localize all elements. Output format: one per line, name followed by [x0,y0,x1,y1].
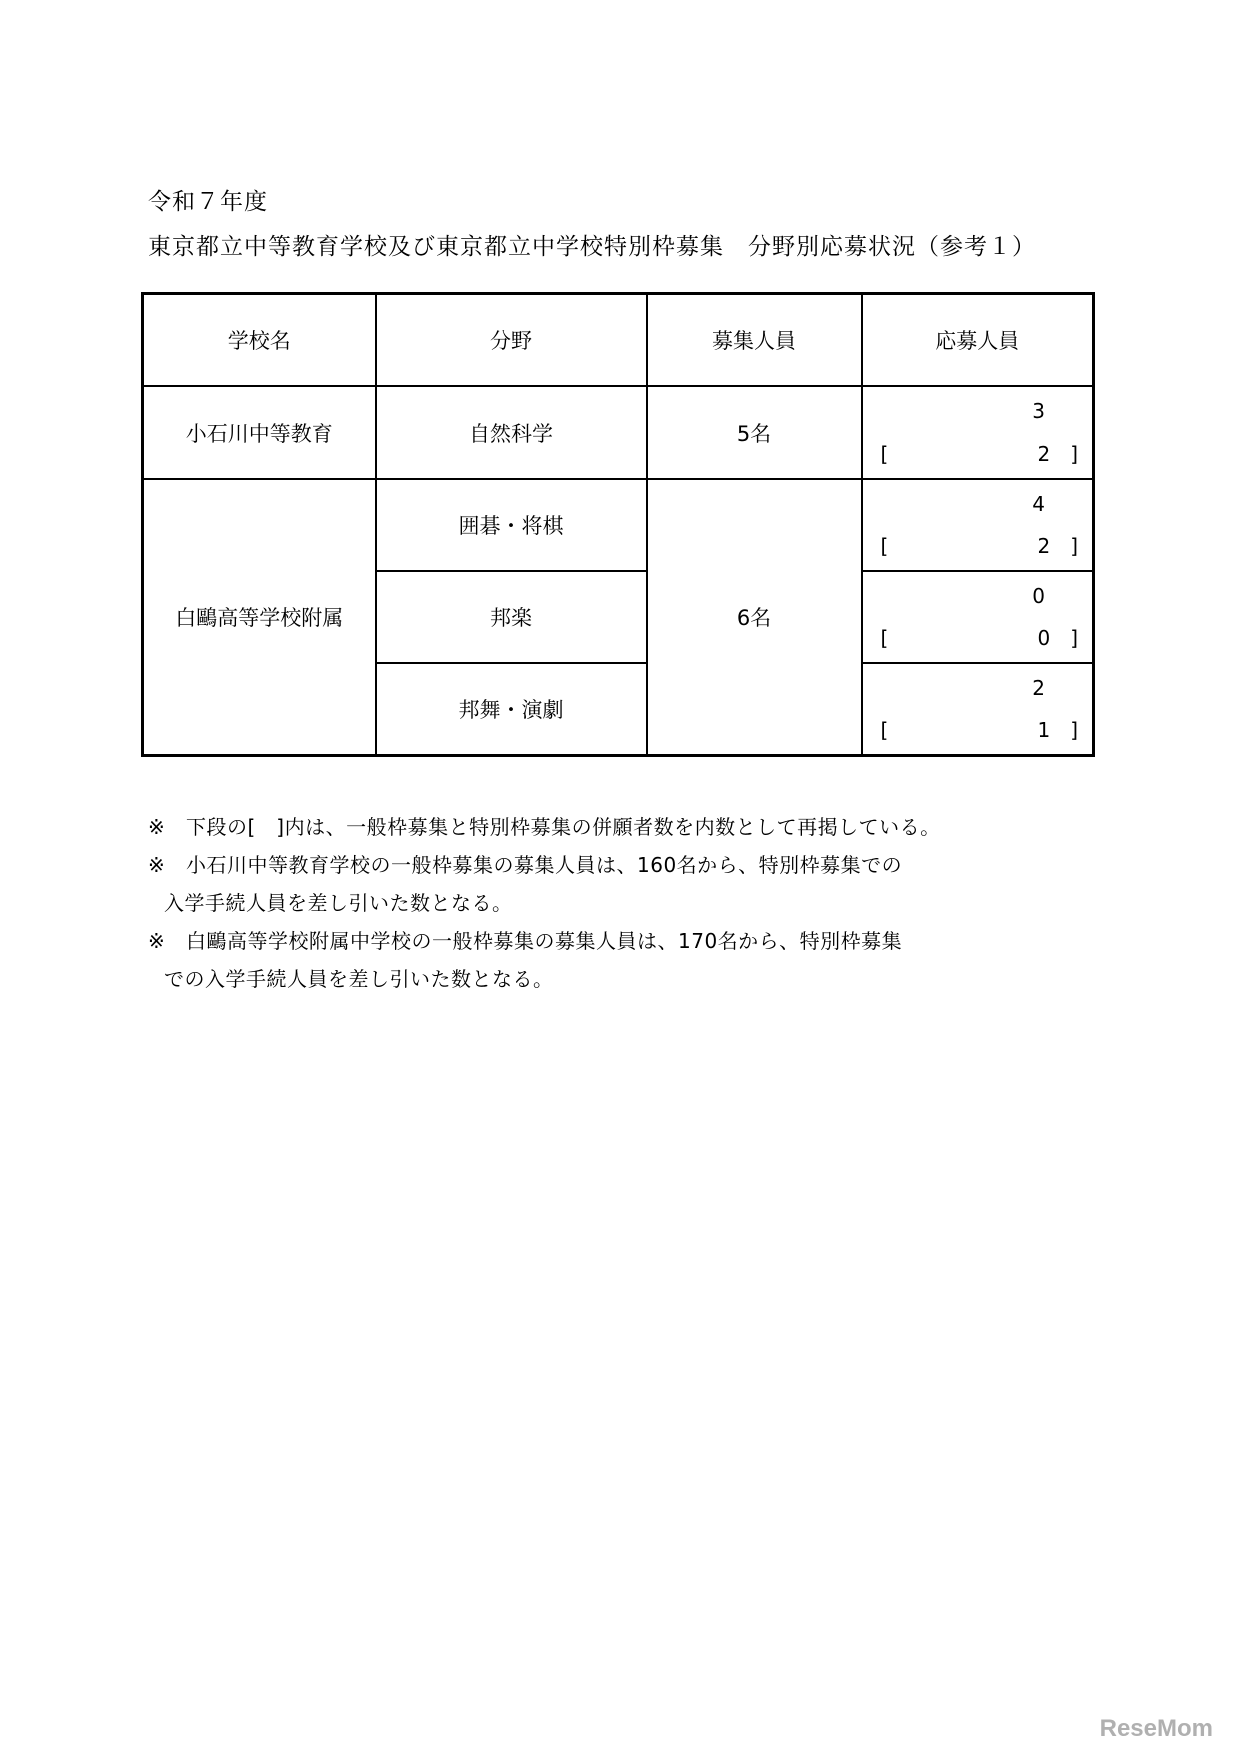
dual-applicant-value: 2 [1037,534,1051,558]
bracket-close: ] [1070,718,1078,742]
bracket-open: [ [880,442,889,466]
dual-applicant-count [881,442,1079,466]
note-mark: ※ [148,815,166,839]
footnote-text: 下段の[ ]内は、一般枠募集と特別枠募集の併願者数を内数として再掲している。 [186,815,941,839]
field-name: 自然科学 [376,386,647,479]
table-header-row [143,294,1094,387]
note-mark: ※ [148,929,166,953]
table-row [143,479,1094,571]
header-field: 分野 [376,294,647,387]
applicant-count [862,663,1094,756]
applicant-total: 4 [1032,492,1045,516]
applicant-total: 0 [1032,584,1045,608]
capacity: 6名 [647,479,862,756]
dual-applicant-value: 1 [1037,718,1051,742]
header-applicants: 応募人員 [862,294,1094,387]
footnote-item [148,846,941,884]
bracket-close: ] [1070,442,1078,466]
bracket-open: [ [880,718,889,742]
field-name: 邦舞・演劇 [376,663,647,756]
header-capacity: 募集人員 [647,294,862,387]
header-school: 学校名 [143,294,376,387]
school-name: 白鷗高等学校附属 [143,479,376,756]
dual-applicant-count [881,534,1079,558]
table-row [143,386,1094,479]
footnote-item [148,808,941,846]
capacity: 5名 [647,386,862,479]
footnotes [148,808,941,998]
applicant-total: 2 [1032,676,1045,700]
field-name: 囲碁・将棋 [376,479,647,571]
footnote-text: 小石川中等教育学校の一般枠募集の募集人員は、160名から、特別枠募集での [186,853,903,877]
note-mark: ※ [148,853,166,877]
resemom-watermark: ReseMom [1099,1715,1213,1742]
field-name: 邦楽 [376,571,647,663]
dual-applicant-count [881,626,1079,650]
bracket-close: ] [1070,534,1078,558]
application-status-table [141,292,1095,757]
bracket-open: [ [880,626,889,650]
footnote-continuation: での入学手続人員を差し引いた数となる。 [164,967,554,991]
dual-applicant-value: 0 [1037,626,1051,650]
document-era: 令和７年度 [148,189,268,215]
applicant-total: 3 [1032,399,1045,423]
document-title: 東京都立中等教育学校及び東京都立中学校特別枠募集 分野別応募状況（参考１） [148,234,1036,260]
footnote-text: 白鷗高等学校附属中学校の一般枠募集の募集人員は、170名から、特別枠募集 [186,929,903,953]
footnote-item [148,922,941,960]
applicant-count [862,479,1094,571]
footnote-continuation: 入学手続人員を差し引いた数となる。 [164,891,513,915]
dual-applicant-value: 2 [1037,442,1051,466]
applicant-count [862,386,1094,479]
school-name: 小石川中等教育 [143,386,376,479]
bracket-open: [ [880,534,889,558]
bracket-close: ] [1070,626,1078,650]
dual-applicant-count [881,718,1079,742]
applicant-count [862,571,1094,663]
